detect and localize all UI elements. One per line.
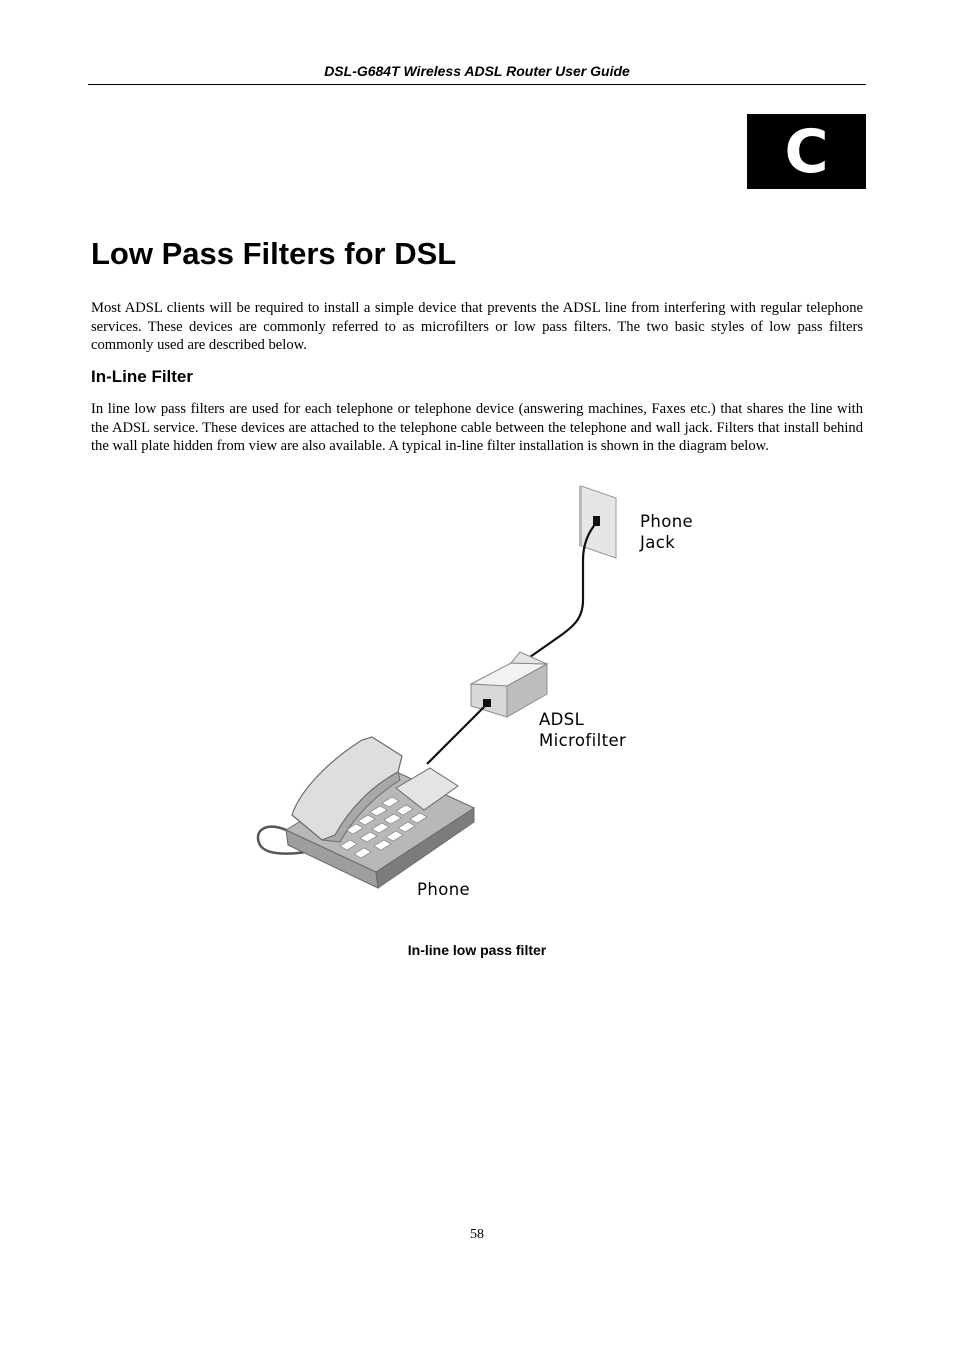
- appendix-letter: C: [784, 116, 829, 187]
- telephone-illustration: [258, 737, 474, 888]
- running-header: DSL-G684T Wireless ADSL Router User Guide: [324, 63, 630, 79]
- label-phone: Phone: [417, 880, 471, 899]
- intro-paragraph: Most ADSL clients will be required to install a simple device that prevents the ADSL line from interfering with regular telephone services. These devices are commonly referred to as microfilters or low pass filters. The two basic styles of low pass filters commonly used are described below.: [91, 300, 863, 353]
- chapter-title: Low Pass Filters for DSL: [91, 236, 457, 271]
- label-phone-jack-line2: Jack: [640, 533, 676, 552]
- filter-to-phone-cable: [427, 704, 487, 764]
- label-microfilter-line1: ADSL: [539, 710, 585, 729]
- figure-caption: In-line low pass filter: [407, 942, 547, 958]
- page-number: 58: [470, 1227, 484, 1242]
- section-paragraph: In line low pass filters are used for each telephone or telephone device (answering machines, Faxes etc.) that shares the line with the ADSL service. These devices are attached to the telephone cable between the telephone and wall jack. Filters that install behind the wall plate hidden from view are also available. A typical in-line filter installation is shown in the diagram below.: [91, 401, 863, 454]
- label-phone-jack-line1: Phone: [640, 512, 694, 531]
- section-heading-in-line-filter: In-Line Filter: [91, 367, 193, 386]
- label-microfilter-line2: Microfilter: [539, 731, 627, 750]
